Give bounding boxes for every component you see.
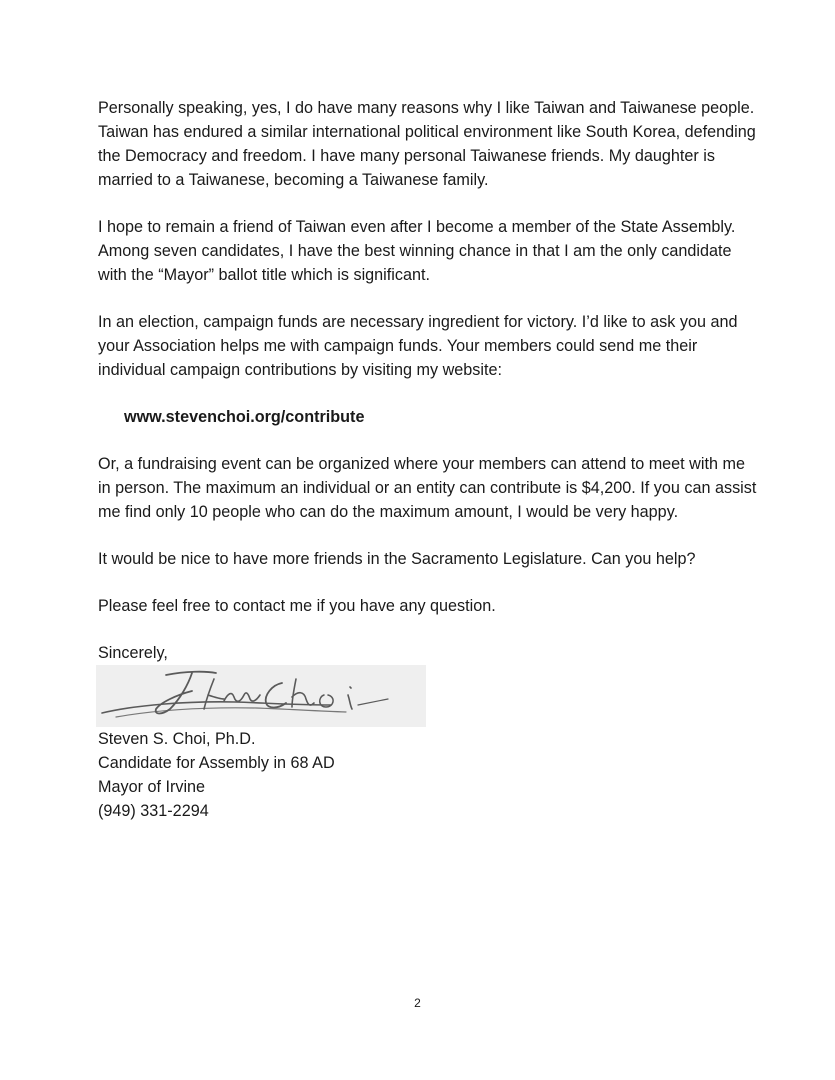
paragraph-contact: Please feel free to contact me if you have any question. <box>98 597 496 615</box>
signer-office: Mayor of Irvine <box>98 778 206 796</box>
signer-phone: (949) 331-2294 <box>98 802 209 820</box>
closing-salutation: Sincerely, <box>98 644 168 662</box>
contribute-link[interactable]: www.stevenchoi.org/contribute <box>124 408 365 426</box>
handwritten-signature <box>96 665 426 727</box>
paragraph-fundraising-event: Or, a fundraising event can be organized where your members can attend to meet with me in person. The maximum an individual or an entity can contribute is $4,200. If you can assist me find only 10 people who can do the maximum amount, I would be very happy. <box>98 455 757 521</box>
paragraph-friend-of-taiwan: I hope to remain a friend of Taiwan even after I become a member of the State Assembly. Among seven candidates, I have the best winning chance in that I am the only candidate with the “Mayor” ballot title which is significant. <box>98 218 736 284</box>
paragraph-taiwan-reasons: Personally speaking, yes, I do have many reasons why I like Taiwan and Taiwanese people. Taiwan has endured a similar international political environment like South Korea, defending the Democracy and freedom. I have many personal Taiwanese friends. My daughter is married to a Taiwanese, becoming a Taiwanese family. <box>98 99 756 189</box>
signer-title: Candidate for Assembly in 68 AD <box>98 754 335 772</box>
signature-block <box>98 727 758 823</box>
paragraph-sacramento: It would be nice to have more friends in the Sacramento Legislature. Can you help? <box>98 550 696 568</box>
letter-body <box>98 96 758 823</box>
signer-name: Steven S. Choi, Ph.D. <box>98 730 256 748</box>
page-number: 2 <box>414 996 421 1010</box>
paragraph-campaign-funds: In an election, campaign funds are necessary ingredient for victory. I’d like to ask you and your Association helps me with campaign funds. Your members could send me their individual campaign contributions by visiting my website: <box>98 313 738 379</box>
